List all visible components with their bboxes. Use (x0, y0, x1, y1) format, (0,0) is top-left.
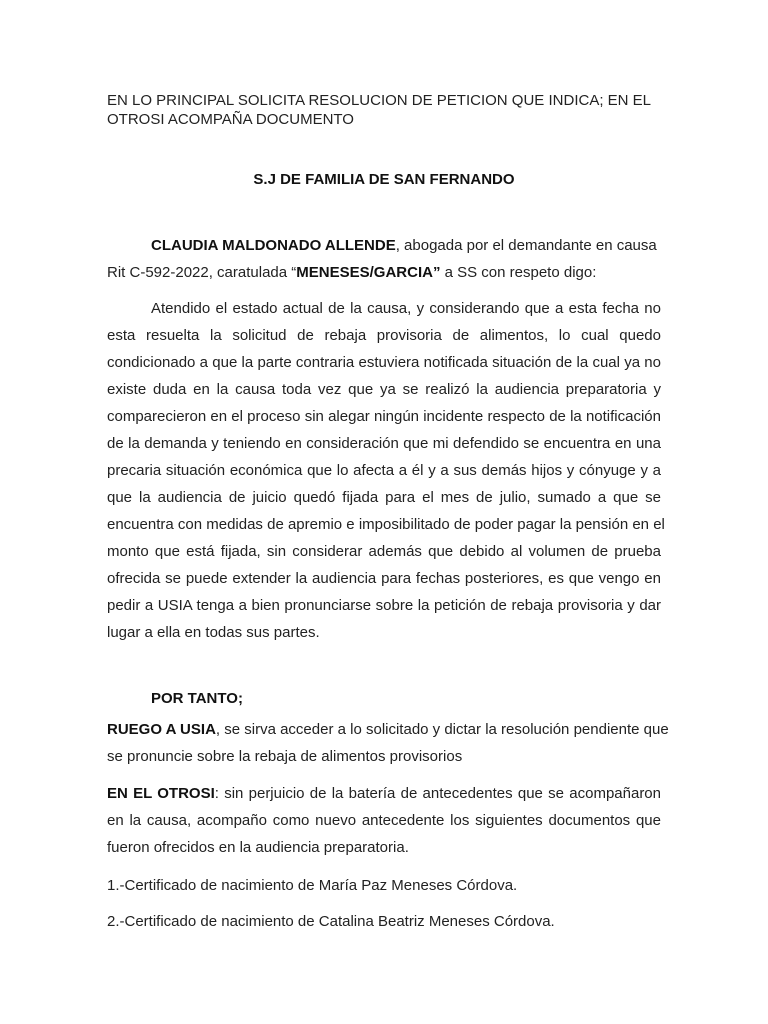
ruego-label: RUEGO A USIA (107, 721, 216, 738)
court-title: S.J DE FAMILIA DE SAN FERNANDO (253, 171, 515, 188)
intro-line-1: CLAUDIA MALDONADO ALLENDE, abogada por el demandante en causa (151, 237, 657, 254)
document-item: 2.-Certificado de nacimiento de Catalina Beatriz Meneses Córdova. (107, 913, 555, 930)
otrosi-label: EN EL OTROSI (107, 785, 215, 802)
body-line: lugar a ella en todas sus partes. (107, 624, 320, 641)
heading-line-1: EN LO PRINCIPAL SOLICITA RESOLUCION DE PETICION QUE INDICA; EN EL (107, 92, 652, 109)
case-name: MENESES/GARCIA” (296, 264, 441, 281)
lawyer-name: CLAUDIA MALDONADO ALLENDE (151, 237, 396, 254)
heading-line-2: OTROSI ACOMPAÑA DOCUMENTO (107, 111, 354, 128)
body-line: Atendido el estado actual de la causa, y considerando que a esta fecha no (151, 300, 661, 317)
body-line: esta resuelta la solicitud de rebaja provisoria de alimentos, lo cual quedo (107, 327, 661, 344)
body-line: encuentra con medidas de apremio e imposibilitado de poder pagar la pensión en el (107, 516, 665, 533)
body-line: condicionado a que la parte contraria estuviera notificada situación de la cual ya no (107, 354, 661, 371)
otrosi-line-2: en la causa, acompaño como nuevo antecedente los siguientes documentos que (107, 812, 661, 829)
body-line: comparecieron en el proceso sin alegar ningún incidente respecto de la notificación (107, 408, 661, 425)
body-line: existe duda en la causa toda vez que ya se realizó la audiencia preparatoria y (107, 381, 661, 398)
ruego-line-1: RUEGO A USIA, se sirva acceder a lo solicitado y dictar la resolución pendiente que (107, 721, 669, 738)
body-line: pedir a USIA tenga a bien pronunciarse sobre la petición de rebaja provisoria y dar (107, 597, 661, 614)
body-line: precaria situación económica que lo afecta a él y a sus demás hijos y cónyuge y a (107, 462, 661, 479)
document-item: 1.-Certificado de nacimiento de María Paz Meneses Córdova. (107, 877, 518, 894)
body-line: ofrecida se puede extender la audiencia para fechas posteriores, es que vengo en (107, 570, 661, 587)
por-tanto-heading: POR TANTO; (151, 690, 243, 707)
body-line: que la audiencia de juicio quedó fijada para el mes de julio, sumado a que se (107, 489, 661, 506)
otrosi-line-1: EN EL OTROSI: sin perjuicio de la batería de antecedentes que se acompañaron (107, 785, 661, 802)
ruego-line-2: se pronuncie sobre la rebaja de alimentos provisorios (107, 748, 463, 765)
intro-line-2: Rit C-592-2022, caratulada “MENESES/GARCIA” a SS con respeto digo: (107, 264, 597, 281)
body-line: monto que está fijada, sin considerar además que debido al volumen de prueba (107, 543, 661, 560)
otrosi-line-3: fueron ofrecidos en la audiencia preparatoria. (107, 839, 409, 856)
body-line: de la demanda y teniendo en consideración que mi defendido se encuentra en una (107, 435, 661, 452)
